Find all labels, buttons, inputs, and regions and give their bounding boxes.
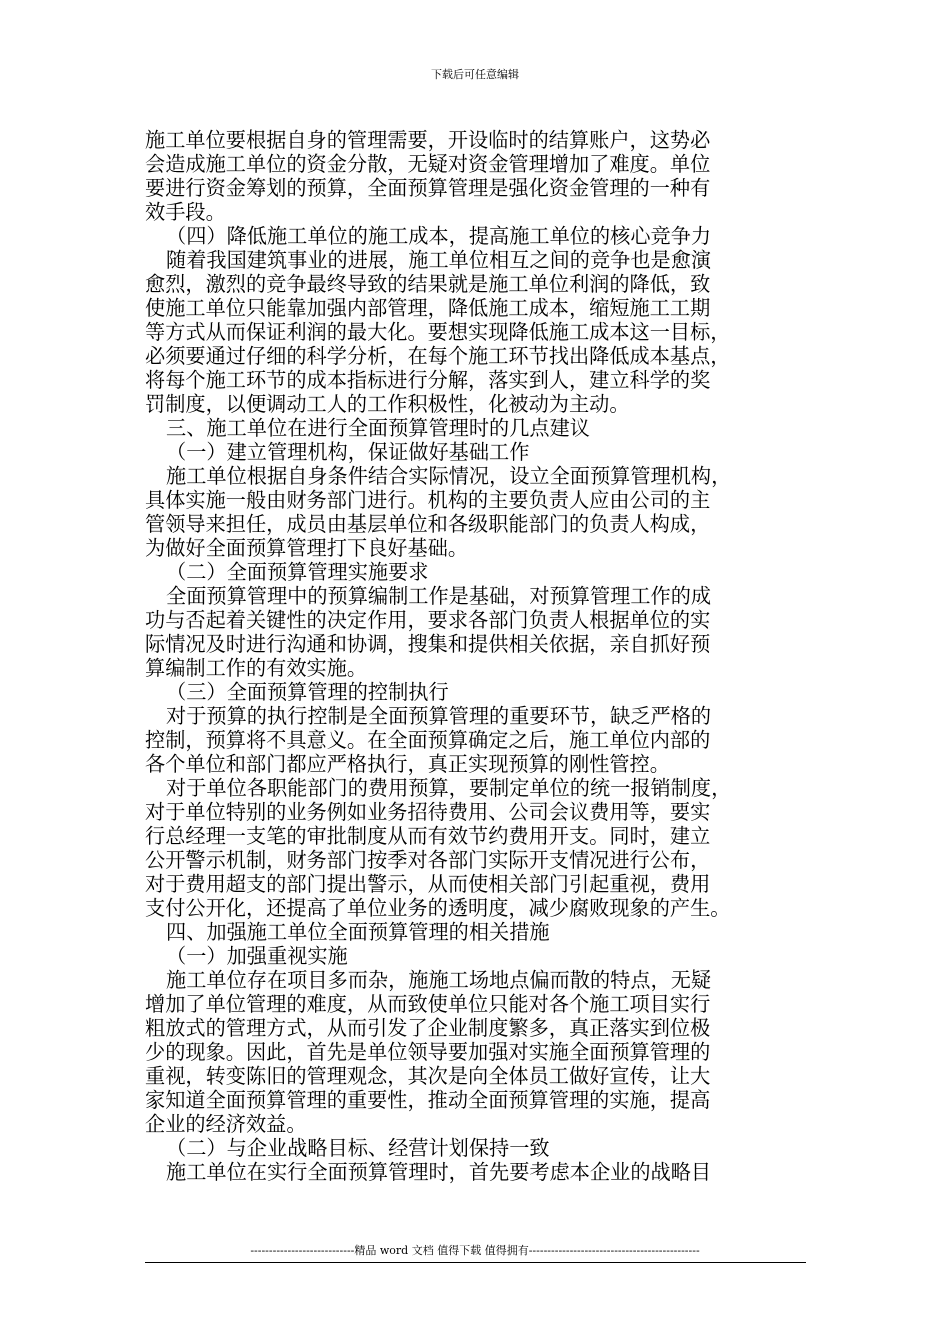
text-line: 罚制度，以便调动工人的工作积极性，化被动为主动。 <box>145 392 630 416</box>
text-line: 企业的经济效益。 <box>145 1112 307 1136</box>
text-line: 管领导来担任，成员由基层单位和各级职能部门的负责人构成， <box>145 512 711 536</box>
text-line: 对于费用超支的部门提出警示，从而使相关部门引起重视，费用 <box>145 872 711 896</box>
text-line: 具体实施一般由财务部门进行。机构的主要负责人应由公司的主 <box>145 488 711 512</box>
text-line: （四）降低施工单位的施工成本，提高施工单位的核心竞争力 <box>166 224 712 248</box>
text-line: 必须要通过仔细的科学分析，在每个施工环节找出降低成本基点， <box>145 344 731 368</box>
text-line: （三）全面预算管理的控制执行 <box>166 680 449 704</box>
text-line: 功与否起着关键性的决定作用，要求各部门负责人根据单位的实 <box>145 608 711 632</box>
text-line: 家知道全面预算管理的重要性，推动全面预算管理的实施，提高 <box>145 1088 711 1112</box>
text-line: 效手段。 <box>145 200 226 224</box>
text-line: 行总经理一支笔的审批制度从而有效节约费用开支。同时，建立 <box>145 824 711 848</box>
text-line: 施工单位存在项目多而杂，施施工场地点偏而散的特点，无疑 <box>166 968 712 992</box>
text-line: 四、加强施工单位全面预算管理的相关措施 <box>166 920 550 944</box>
page-footer: ----------------------------精品 word 文档 值得下载 值得拥有---------------------------------------------- <box>250 1244 700 1257</box>
text-line: 少的现象。因此，首先是单位领导要加强对实施全面预算管理的 <box>145 1040 711 1064</box>
text-line: （一）加强重视实施 <box>166 944 348 968</box>
document-body <box>145 128 805 1184</box>
text-line: 对于单位特别的业务例如业务招待费用、公司会议费用等，要实 <box>145 800 711 824</box>
text-line: 各个单位和部门都应严格执行，真正实现预算的刚性管控。 <box>145 752 670 776</box>
text-line: 公开警示机制，财务部门按季对各部门实际开支情况进行公布， <box>145 848 711 872</box>
text-line: 施工单位在实行全面预算管理时，首先要考虑本企业的战略目 <box>166 1160 712 1184</box>
text-line: 重视，转变陈旧的管理观念，其次是向全体员工做好宣传，让大 <box>145 1064 711 1088</box>
text-line: 全面预算管理中的预算编制工作是基础，对预算管理工作的成 <box>166 584 712 608</box>
text-line: 随着我国建筑事业的进展，施工单位相互之间的竞争也是愈演 <box>166 248 712 272</box>
text-line: 算编制工作的有效实施。 <box>145 656 368 680</box>
text-line: 三、施工单位在进行全面预算管理时的几点建议 <box>166 416 590 440</box>
text-line: 使施工单位只能靠加强内部管理，降低施工成本，缩短施工工期 <box>145 296 711 320</box>
text-line: 对于单位各职能部门的费用预算，要制定单位的统一报销制度， <box>166 776 732 800</box>
text-line: 为做好全面预算管理打下良好基础。 <box>145 536 469 560</box>
text-line: 粗放式的管理方式，从而引发了企业制度繁多，真正落实到位极 <box>145 1016 711 1040</box>
text-line: 增加了单位管理的难度，从而致使单位只能对各个施工项目实行 <box>145 992 711 1016</box>
text-line: 要进行资金筹划的预算，全面预算管理是强化资金管理的一种有 <box>145 176 711 200</box>
text-line: （一）建立管理机构，保证做好基础工作 <box>166 440 530 464</box>
text-line: 会造成施工单位的资金分散，无疑对资金管理增加了难度。单位 <box>145 152 711 176</box>
text-line: 等方式从而保证利润的最大化。要想实现降低施工成本这一目标， <box>145 320 731 344</box>
text-line: 对于预算的执行控制是全面预算管理的重要环节，缺乏严格的 <box>166 704 712 728</box>
page-header: 下载后可任意编辑 <box>431 68 519 81</box>
text-line: 愈烈，激烈的竞争最终导致的结果就是施工单位利润的降低，致 <box>145 272 711 296</box>
text-line: 际情况及时进行沟通和协调，搜集和提供相关依据，亲自抓好预 <box>145 632 711 656</box>
text-line: 施工单位要根据自身的管理需要，开设临时的结算账户，这势必 <box>145 128 711 152</box>
text-line: 施工单位根据自身条件结合实际情况，设立全面预算管理机构， <box>166 464 732 488</box>
footer-divider <box>145 1262 806 1263</box>
text-line: 将每个施工环节的成本指标进行分解，落实到人，建立科学的奖 <box>145 368 711 392</box>
text-line: 控制，预算将不具意义。在全面预算确定之后，施工单位内部的 <box>145 728 711 752</box>
text-line: （二）全面预算管理实施要求 <box>166 560 429 584</box>
text-line: 支付公开化，还提高了单位业务的透明度，减少腐败现象的产生。 <box>145 896 731 920</box>
text-line: （二）与企业战略目标、经营计划保持一致 <box>166 1136 550 1160</box>
